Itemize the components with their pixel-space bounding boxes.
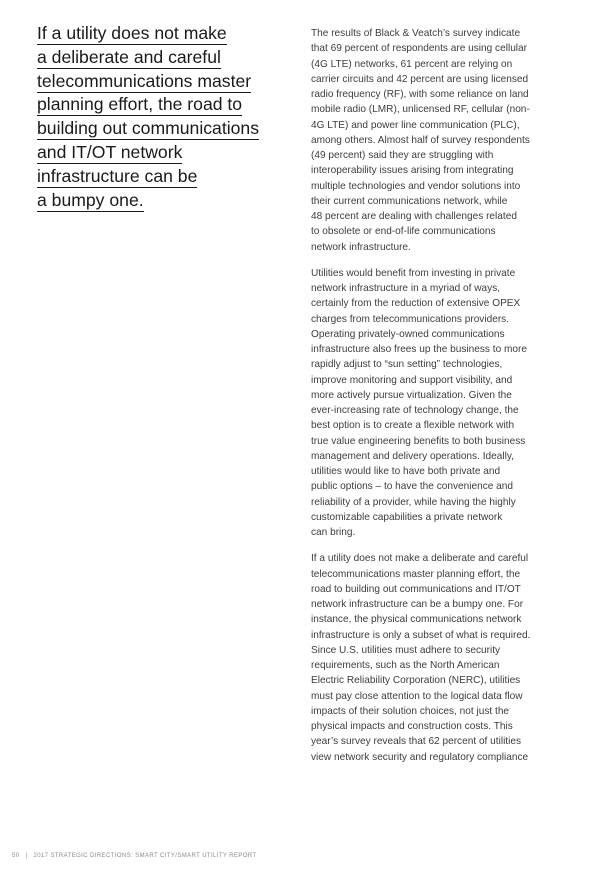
text-line: utilities would like to have both private and <box>311 466 501 477</box>
text-line: among others. Almost half of survey respondents <box>311 134 530 146</box>
text-line: (4G LTE) networks, 61 percent are relying on <box>311 58 513 70</box>
text-line: network infrastructure. <box>311 241 411 253</box>
text-line: Utilities would benefit from investing in private <box>311 267 516 279</box>
pull-quote-line: telecommunications master <box>37 70 252 91</box>
body-paragraph-3 <box>311 551 565 765</box>
text-line: impacts of their solution choices, not just the <box>311 705 510 717</box>
pull-quote-line: building out communications <box>37 118 260 139</box>
text-line: network infrastructure in a myriad of ways, <box>311 283 501 294</box>
body-paragraph-2 <box>311 266 565 541</box>
pull-quote-line: planning effort, the road to <box>37 94 243 115</box>
text-line: improve monitoring and support visibility, and <box>311 374 513 386</box>
text-line: ever-increasing rate of technology change, the <box>311 405 519 416</box>
text-line: rapidly adjust to “sun setting” technologies, <box>311 359 503 371</box>
pull-quote-line: a deliberate and careful <box>37 46 221 67</box>
text-line: Since U.S. utilities must adhere to security <box>311 644 501 656</box>
text-line: best option is to create a flexible network with <box>311 420 515 432</box>
text-line: must pay close attention to the logical data flow <box>311 690 523 702</box>
footer-separator: | <box>25 853 28 859</box>
page-footer <box>12 853 257 859</box>
text-line: requirements, such as the North American <box>311 660 500 671</box>
text-line: that 69 percent of respondents are using cellular <box>311 43 528 55</box>
text-line: true value engineering benefits to both business <box>311 435 526 447</box>
pull-quote <box>37 22 292 212</box>
text-line: infrastructure is only a subset of what is required. <box>311 629 531 641</box>
body-text-column <box>311 26 565 776</box>
text-line: road to building out communications and IT/OT <box>311 583 521 595</box>
pull-quote-line: and IT/OT network <box>37 141 183 162</box>
text-line: public options – to have the convenience and <box>311 481 514 493</box>
text-line: certainly from the reduction of extensive OPEX <box>311 298 521 310</box>
text-line: mobile radio (LMR), unlicensed RF, cellular (non- <box>311 104 530 116</box>
text-line: reliability of a provider, while having the highly <box>311 496 516 508</box>
text-line: If a utility does not make a deliberate and careful <box>311 553 529 565</box>
text-line: instance, the physical communications network <box>311 614 522 626</box>
body-paragraph-1 <box>311 26 565 255</box>
text-line: year’s survey reveals that 62 percent of utilities <box>311 736 522 748</box>
text-line: The results of Black & Veatch’s survey indicate <box>311 28 521 39</box>
text-line: their current communications network, while <box>311 195 508 207</box>
pull-quote-line: a bumpy one. <box>37 189 144 210</box>
text-line: radio frequency (RF), with some reliance on land <box>311 89 529 100</box>
pull-quote-line: infrastructure can be <box>37 165 198 186</box>
text-line: more actively pursue virtualization. Given the <box>311 389 512 401</box>
text-line: (49 percent) said they are struggling with <box>311 150 494 161</box>
text-line: customizable capabilities a private network <box>311 511 503 523</box>
text-line: network infrastructure can be a bumpy one. For <box>311 599 524 610</box>
text-line: carrier circuits and 42 percent are using licensed <box>311 73 529 85</box>
text-line: 4G LTE) and power line communication (PLC), <box>311 119 520 131</box>
text-line: view network security and regulatory compliance <box>311 751 529 763</box>
report-title: 2017 STRATEGIC DIRECTIONS: SMART CITY/SMART UTILITY REPORT <box>33 853 257 859</box>
text-line: physical impacts and construction costs. This <box>311 721 513 732</box>
text-line: can bring. <box>311 527 356 538</box>
text-line: charges from telecommunications providers. <box>311 313 510 325</box>
text-line: to obsolete or end-of-life communications <box>311 226 496 238</box>
pull-quote-line: If a utility does not make <box>37 23 227 43</box>
text-line: infrastructure also frees up the business to more <box>311 344 528 355</box>
text-line: Electric Reliability Corporation (NERC), utilities <box>311 675 521 687</box>
text-line: telecommunications master planning effort, the <box>311 568 521 580</box>
text-line: 48 percent are dealing with challenges related <box>311 211 517 222</box>
text-line: multiple technologies and vendor solutions into <box>311 180 521 192</box>
text-line: Operating privately-owned communications <box>311 328 505 340</box>
text-line: management and delivery operations. Ideally, <box>311 450 514 462</box>
text-line: interoperability issues arising from integrating <box>311 165 514 177</box>
page-number: 50 <box>12 853 20 859</box>
